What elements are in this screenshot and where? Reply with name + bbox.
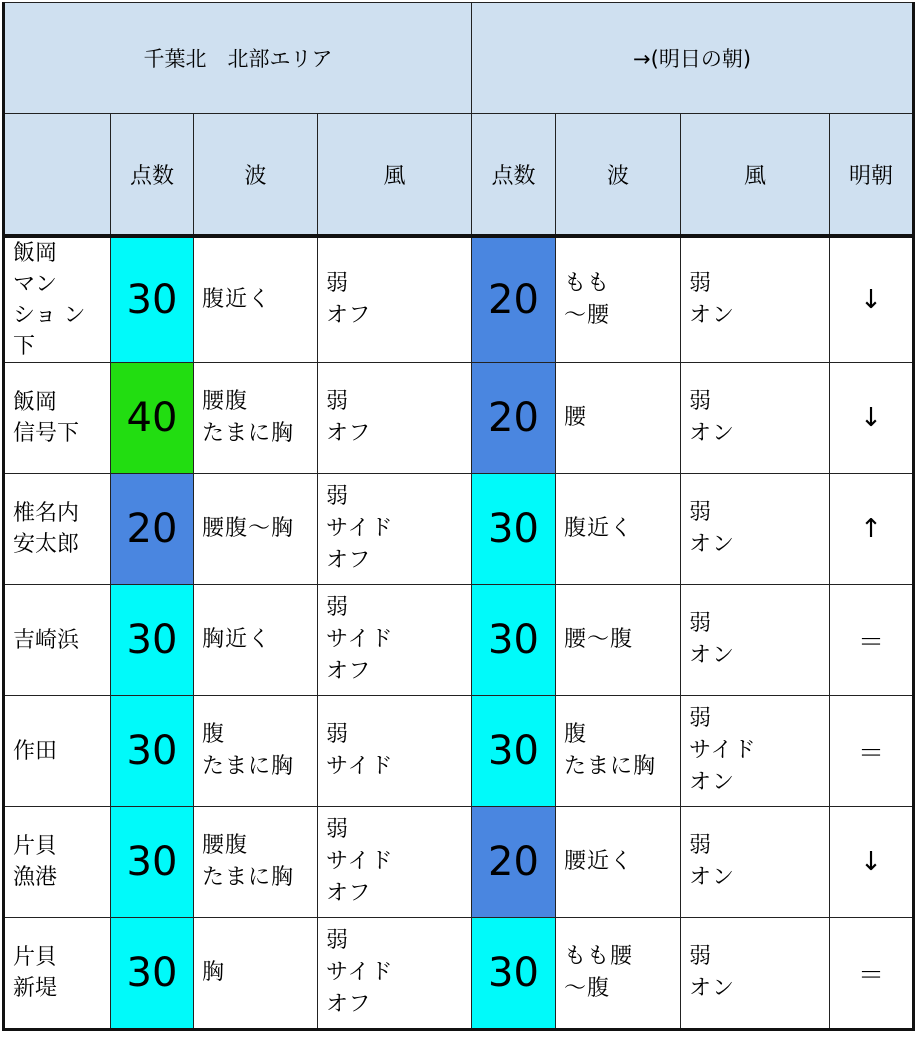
- wind-header: 風: [318, 114, 472, 237]
- next-wind-cell: 弱 オン: [681, 918, 830, 1030]
- trend-cell: ↓: [830, 807, 914, 918]
- location-cell: 作田: [4, 696, 111, 807]
- score-cell: 30: [111, 807, 194, 918]
- wave-cell: 腹近く: [194, 236, 318, 363]
- score-cell: 40: [111, 363, 194, 474]
- next-wave-cell: 腹近く: [556, 474, 681, 585]
- next-wave-header: 波: [556, 114, 681, 237]
- next-wave-cell: 腰: [556, 363, 681, 474]
- trend-cell: ＝: [830, 918, 914, 1030]
- wind-cell: 弱 サイド オフ: [318, 807, 472, 918]
- table-row: [4, 363, 914, 474]
- area-header-row: [4, 3, 914, 114]
- next-score-header: 点数: [472, 114, 556, 237]
- next-wind-cell: 弱 オン: [681, 236, 830, 363]
- wave-cell: 腰腹 たまに胸: [194, 807, 318, 918]
- next-score-cell: 20: [472, 236, 556, 363]
- trend-cell: ＝: [830, 585, 914, 696]
- next-score-cell: 20: [472, 807, 556, 918]
- surf-forecast-table: [2, 2, 915, 1031]
- trend-cell: ＝: [830, 696, 914, 807]
- next-wave-cell: もも腰 〜腹: [556, 918, 681, 1030]
- next-wind-header: 風: [681, 114, 830, 237]
- wave-cell: 胸: [194, 918, 318, 1030]
- next-score-cell: 30: [472, 696, 556, 807]
- next-wind-cell: 弱 オン: [681, 363, 830, 474]
- table-row: [4, 474, 914, 585]
- wave-header: 波: [194, 114, 318, 237]
- next-score-cell: 20: [472, 363, 556, 474]
- score-cell: 30: [111, 236, 194, 363]
- wave-cell: 胸近く: [194, 585, 318, 696]
- table-row: [4, 918, 914, 1030]
- wind-cell: 弱 サイド オフ: [318, 918, 472, 1030]
- table-row: [4, 585, 914, 696]
- next-wave-cell: 腹 たまに胸: [556, 696, 681, 807]
- next-wind-cell: 弱 オン: [681, 585, 830, 696]
- location-cell: 飯岡 信号下: [4, 363, 111, 474]
- location-cell: 吉崎浜: [4, 585, 111, 696]
- column-header-row: [4, 114, 914, 237]
- table-row: [4, 807, 914, 918]
- wind-cell: 弱 オフ: [318, 363, 472, 474]
- next-wind-cell: 弱 サイド オン: [681, 696, 830, 807]
- wave-cell: 腰腹 たまに胸: [194, 363, 318, 474]
- score-header: 点数: [111, 114, 194, 237]
- area-title: 千葉北 北部エリア: [4, 3, 472, 114]
- next-wind-cell: 弱 オン: [681, 474, 830, 585]
- next-score-cell: 30: [472, 474, 556, 585]
- next-morning-title: →(明日の朝): [472, 3, 914, 114]
- next-wave-cell: 腰〜腹: [556, 585, 681, 696]
- next-score-cell: 30: [472, 585, 556, 696]
- next-wave-cell: 腰近く: [556, 807, 681, 918]
- next-score-cell: 30: [472, 918, 556, 1030]
- score-cell: 20: [111, 474, 194, 585]
- score-cell: 30: [111, 918, 194, 1030]
- table-row: [4, 236, 914, 363]
- wind-cell: 弱 サイド オフ: [318, 585, 472, 696]
- wind-cell: 弱 サイド オフ: [318, 474, 472, 585]
- location-cell: 飯岡 マン ショ ン 下: [4, 236, 111, 363]
- trend-header: 明朝: [830, 114, 914, 237]
- score-cell: 30: [111, 696, 194, 807]
- table-row: [4, 696, 914, 807]
- trend-cell: ↓: [830, 236, 914, 363]
- trend-cell: ↑: [830, 474, 914, 585]
- next-wind-cell: 弱 オン: [681, 807, 830, 918]
- score-cell: 30: [111, 585, 194, 696]
- next-wave-cell: もも 〜腰: [556, 236, 681, 363]
- location-cell: 片貝 漁港: [4, 807, 111, 918]
- wave-cell: 腰腹〜胸: [194, 474, 318, 585]
- trend-cell: ↓: [830, 363, 914, 474]
- wave-cell: 腹 たまに胸: [194, 696, 318, 807]
- location-cell: 椎名内 安太郎: [4, 474, 111, 585]
- location-cell: 片貝 新堤: [4, 918, 111, 1030]
- wind-cell: 弱 サイド: [318, 696, 472, 807]
- location-header: [4, 114, 111, 237]
- wind-cell: 弱 オフ: [318, 236, 472, 363]
